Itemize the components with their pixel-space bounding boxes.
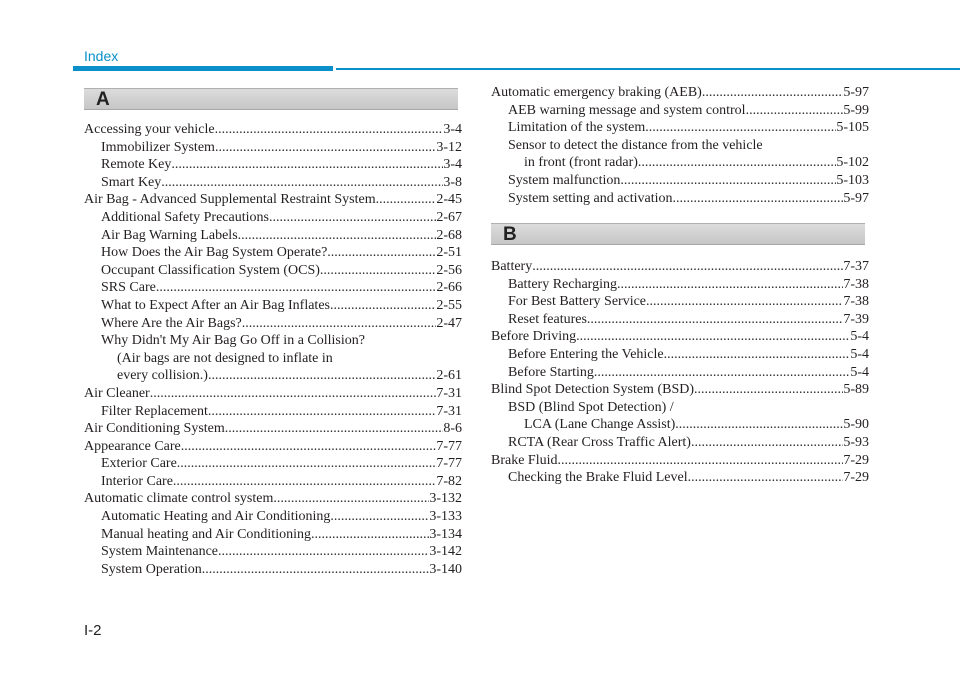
entry-text: Exterior Care <box>101 456 177 472</box>
dot-leader <box>242 315 437 333</box>
index-entry[interactable] <box>491 452 869 470</box>
index-entry[interactable] <box>84 315 462 333</box>
entry-text: Limitation of the system <box>508 120 646 136</box>
index-entry[interactable] <box>84 420 462 438</box>
section-letter-a: A <box>96 89 110 110</box>
entry-text: Blind Spot Detection System (BSD) <box>491 382 694 398</box>
index-entry[interactable] <box>84 209 462 227</box>
entry-line <box>101 244 462 262</box>
entry-text: Automatic emergency braking (AEB) <box>491 85 702 100</box>
entry-page: 5-4 <box>850 346 869 362</box>
entry-page: 5-97 <box>843 190 869 206</box>
entry-text: Interior Care <box>101 473 173 489</box>
dot-leader <box>269 209 436 227</box>
entry-text: RCTA (Rear Cross Traffic Alert) <box>508 434 691 450</box>
entry-text: Smart Key <box>101 174 162 190</box>
entry-line <box>101 139 462 157</box>
index-entry[interactable] <box>84 244 462 262</box>
index-entry[interactable] <box>84 191 462 209</box>
index-column-right-a <box>491 84 869 207</box>
entry-page: 3-142 <box>429 544 462 560</box>
dot-leader <box>594 364 850 382</box>
entry-line <box>491 381 869 399</box>
entry-line <box>101 156 462 174</box>
entry-text: Filter Replacement <box>101 403 208 419</box>
dot-leader <box>620 172 836 190</box>
entry-line <box>101 526 462 544</box>
entry-page: 5-4 <box>850 364 869 380</box>
index-entry[interactable] <box>84 526 462 544</box>
entry-page: 3-12 <box>436 139 462 155</box>
entry-page: 5-99 <box>843 102 869 118</box>
dot-leader <box>161 174 443 192</box>
entry-page: 7-29 <box>843 452 869 468</box>
entry-text: Air Cleaner <box>84 385 150 401</box>
entry-page: 7-38 <box>843 294 869 310</box>
dot-leader <box>173 473 436 491</box>
index-entry[interactable] <box>491 328 869 346</box>
entry-text: SRS Care <box>101 280 156 296</box>
entry-line <box>508 102 869 120</box>
entry-text-cont: LCA (Lane Change Assist) <box>524 417 676 433</box>
index-entry[interactable] <box>491 293 869 311</box>
entry-page: 2-67 <box>436 209 462 225</box>
entry-line <box>101 279 462 297</box>
dot-leader <box>675 416 843 434</box>
entry-page: 3-133 <box>429 509 462 525</box>
entry-text: System Maintenance <box>101 544 219 560</box>
entry-text: Occupant Classification System (OCS) <box>101 262 320 278</box>
index-entry[interactable] <box>84 156 462 174</box>
dot-leader <box>691 434 843 452</box>
entry-page: 5-105 <box>836 120 869 136</box>
index-column-left <box>84 121 462 578</box>
index-entry[interactable] <box>84 297 462 315</box>
entry-line <box>101 455 462 473</box>
dot-leader <box>208 403 436 421</box>
entry-page: 7-38 <box>843 276 869 292</box>
entry-line <box>508 276 869 294</box>
section-header-b <box>491 223 865 245</box>
dot-leader <box>376 191 437 209</box>
index-entry[interactable] <box>84 561 462 579</box>
dot-leader <box>215 139 436 157</box>
index-entry[interactable] <box>491 119 869 137</box>
entry-page: 2-55 <box>436 297 462 313</box>
dot-leader <box>181 438 437 456</box>
dot-leader <box>225 420 444 438</box>
dot-leader <box>532 258 843 276</box>
index-entry[interactable] <box>84 403 462 421</box>
dot-leader <box>558 452 844 470</box>
entry-line <box>508 434 869 452</box>
entry-text-cont: every collision.) <box>117 368 208 384</box>
index-entry[interactable] <box>491 434 869 452</box>
index-column-right-b <box>491 258 869 487</box>
index-entry[interactable] <box>84 174 462 192</box>
dot-leader <box>688 469 844 487</box>
index-entry[interactable] <box>84 473 462 491</box>
entry-line <box>508 154 869 172</box>
entry-line <box>101 508 462 526</box>
entry-page: 7-82 <box>436 473 462 489</box>
index-entry[interactable] <box>84 385 462 403</box>
entry-page: 7-31 <box>436 403 462 419</box>
entry-line <box>101 315 462 333</box>
entry-page: 3-8 <box>443 174 462 190</box>
entry-text: For Best Battery Service <box>508 294 647 310</box>
entry-line <box>508 172 869 190</box>
index-entry[interactable] <box>491 469 869 487</box>
entry-line <box>84 385 462 403</box>
entry-line <box>508 364 869 382</box>
entry-line <box>491 452 869 470</box>
index-entry[interactable] <box>84 332 462 385</box>
entry-page: 3-132 <box>429 491 462 507</box>
entry-line <box>101 297 462 315</box>
entry-text: Remote Key <box>101 157 172 173</box>
entry-line <box>508 293 869 311</box>
index-entry[interactable] <box>84 490 462 508</box>
entry-page: 5-4 <box>850 329 869 345</box>
index-entry[interactable] <box>491 399 869 434</box>
entry-line <box>508 119 869 137</box>
dot-leader <box>150 385 437 403</box>
entry-text: Accessing your vehicle <box>84 122 215 137</box>
entry-page: 8-6 <box>443 421 462 437</box>
entry-text: System setting and activation <box>508 190 673 206</box>
dot-leader <box>156 279 436 297</box>
entry-page: 2-61 <box>436 368 462 384</box>
entry-text: Sensor to detect the distance from the vehicle <box>508 137 763 153</box>
entry-text-cont: in front (front radar) <box>524 155 638 171</box>
entry-line <box>101 367 462 385</box>
index-entry[interactable] <box>491 258 869 276</box>
index-entry[interactable] <box>84 227 462 245</box>
index-entry[interactable] <box>491 381 869 399</box>
dot-leader <box>238 227 437 245</box>
index-entry[interactable] <box>491 84 869 102</box>
entry-page: 7-37 <box>843 259 869 274</box>
entry-page: 2-51 <box>436 245 462 261</box>
dot-leader <box>646 293 843 311</box>
entry-line <box>101 227 462 245</box>
dot-leader <box>702 84 843 102</box>
index-entry[interactable] <box>491 102 869 120</box>
dot-leader <box>202 561 430 579</box>
index-entry[interactable] <box>84 455 462 473</box>
entry-text: Why Didn't My Air Bag Go Off in a Collision? <box>101 333 365 349</box>
entry-line <box>84 191 462 209</box>
entry-page: 7-77 <box>436 438 462 454</box>
entry-page: 7-31 <box>436 385 462 401</box>
entry-text: System malfunction <box>508 172 621 188</box>
entry-text: Automatic climate control system <box>84 491 274 507</box>
entry-text: BSD (Blind Spot Detection) / <box>508 399 674 415</box>
entry-line <box>101 561 462 579</box>
dot-leader <box>664 346 851 364</box>
entry-page: 5-90 <box>843 417 869 433</box>
entry-page: 7-29 <box>843 470 869 486</box>
dot-leader <box>645 119 836 137</box>
index-entry[interactable] <box>84 139 462 157</box>
entry-page: 5-97 <box>843 85 869 100</box>
entry-page: 3-4 <box>443 122 462 137</box>
index-entry[interactable] <box>84 543 462 561</box>
entry-page: 5-103 <box>836 172 869 188</box>
entry-text: Before Starting <box>508 364 594 380</box>
dot-leader <box>617 276 843 294</box>
entry-text: Automatic Heating and Air Conditioning <box>101 509 331 525</box>
index-entry[interactable] <box>491 172 869 190</box>
index-entry[interactable] <box>491 276 869 294</box>
entry-text-cont: (Air bags are not designed to inflate in <box>117 350 333 366</box>
entry-page: 5-89 <box>843 382 869 398</box>
index-entry[interactable] <box>84 262 462 280</box>
section-header-a <box>84 88 458 110</box>
entry-text: Checking the Brake Fluid Level <box>508 470 688 486</box>
entry-text: Immobilizer System <box>101 139 215 155</box>
entry-line <box>84 490 462 508</box>
entry-line <box>101 403 462 421</box>
entry-text: Before Driving <box>491 329 577 345</box>
index-entry[interactable] <box>84 508 462 526</box>
entry-page: 7-77 <box>436 456 462 472</box>
entry-page: 2-66 <box>436 280 462 296</box>
entry-line <box>508 190 869 208</box>
dot-leader <box>330 297 436 315</box>
entry-line <box>101 543 462 561</box>
entry-text: Air Bag Warning Labels <box>101 227 238 243</box>
index-entry[interactable] <box>491 311 869 329</box>
entry-line <box>491 84 869 102</box>
entry-line <box>508 311 869 329</box>
index-entry[interactable] <box>84 438 462 456</box>
dot-leader <box>320 262 436 280</box>
entry-text: Battery Recharging <box>508 276 617 292</box>
header-rule-thick <box>73 66 333 71</box>
page-header-title: Index <box>84 48 119 64</box>
entry-page: 2-45 <box>436 192 462 208</box>
entry-text: Air Conditioning System <box>84 421 225 437</box>
page-number: I-2 <box>84 622 102 639</box>
entry-text: Manual heating and Air Conditioning <box>101 526 311 542</box>
entry-text: System Operation <box>101 561 202 577</box>
entry-page: 3-140 <box>429 561 462 577</box>
entry-page: 2-56 <box>436 262 462 278</box>
index-entry[interactable] <box>84 121 462 139</box>
index-entry[interactable] <box>491 137 869 172</box>
entry-text: Where Are the Air Bags? <box>101 315 242 331</box>
dot-leader <box>218 543 429 561</box>
dot-leader <box>746 102 844 120</box>
entry-text: Air Bag - Advanced Supplemental Restraint System <box>84 192 376 208</box>
index-entry[interactable] <box>84 279 462 297</box>
entry-page: 2-68 <box>436 227 462 243</box>
dot-leader <box>330 508 429 526</box>
entry-page: 3-4 <box>443 157 462 173</box>
entry-line <box>101 174 462 192</box>
entry-line <box>491 258 869 276</box>
entry-page: 3-134 <box>429 526 462 542</box>
dot-leader <box>208 367 436 385</box>
entry-text: Appearance Care <box>84 438 181 454</box>
dot-leader <box>694 381 843 399</box>
dot-leader <box>215 121 444 139</box>
dot-leader <box>672 190 843 208</box>
entry-line <box>101 262 462 280</box>
entry-page: 2-47 <box>436 315 462 331</box>
entry-page: 7-39 <box>843 311 869 327</box>
entry-text: How Does the Air Bag System Operate? <box>101 245 328 261</box>
entry-text: Brake Fluid <box>491 452 558 468</box>
index-entry[interactable] <box>491 346 869 364</box>
entry-text: Before Entering the Vehicle <box>508 346 664 362</box>
entry-line <box>508 469 869 487</box>
dot-leader <box>273 490 429 508</box>
entry-text: What to Expect After an Air Bag Inflates <box>101 297 330 313</box>
entry-line <box>508 346 869 364</box>
entry-page: 5-102 <box>836 155 869 171</box>
dot-leader <box>638 154 836 172</box>
entry-text: Additional Safety Precautions <box>101 209 269 225</box>
dot-leader <box>177 455 437 473</box>
dot-leader <box>311 526 429 544</box>
entry-page: 5-93 <box>843 434 869 450</box>
entry-text: Battery <box>491 259 533 274</box>
entry-line <box>84 420 462 438</box>
header-rule-thin <box>336 68 960 70</box>
index-entry[interactable] <box>491 364 869 382</box>
entry-line <box>491 328 869 346</box>
dot-leader <box>327 244 436 262</box>
entry-line <box>84 438 462 456</box>
entry-line <box>101 209 462 227</box>
dot-leader <box>587 311 843 329</box>
entry-line <box>84 121 462 139</box>
index-entry[interactable] <box>491 190 869 208</box>
entry-text: AEB warning message and system control <box>508 102 746 118</box>
dot-leader <box>576 328 850 346</box>
entry-line <box>508 416 869 434</box>
entry-line <box>101 473 462 491</box>
entry-text: Reset features <box>508 311 587 327</box>
section-letter-b: B <box>503 224 517 245</box>
dot-leader <box>171 156 443 174</box>
